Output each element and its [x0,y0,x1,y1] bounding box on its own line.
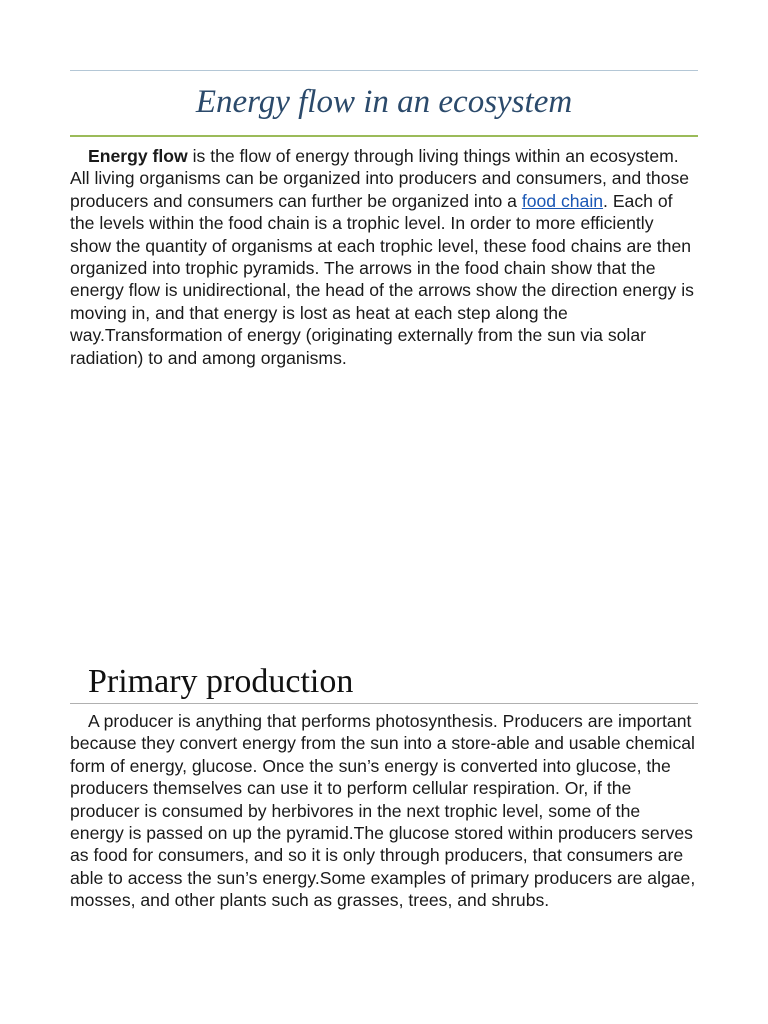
document-page [70,0,698,1024]
energy-flow-paragraph [70,145,698,369]
top-divider [70,70,698,71]
primary-production-paragraph [70,710,698,912]
primary-production-text: A producer is anything that performs photosynthesis. Producers are important because they convert energy from the sun into a store-able and usable chemical form of energy, glucose. Once the sun’s energy is converted into glucose, the producers themselves can use it to perform cellular respiration. Or, if the producer is consumed by herbivores in the next trophic level, some of the energy is passed on up the pyramid.The glucose stored within producers serves as food for consumers, and so it is only through producers, that consumers are able to access the sun’s energy.Some examples of primary producers are algae, mosses, and other plants such as grasses, trees, and shrubs. [70,711,696,911]
section-heading-primary-production: Primary production [88,663,354,700]
title-underline [70,135,698,137]
paragraph-text-start: is the flow of energy through living things within an ecosystem. All living organisms can be organized into producers and consumers, and those producers and consumers can further be organized into a [70,146,690,211]
food-chain-link[interactable]: food chain [521,190,604,211]
section-divider [70,703,698,704]
paragraph-text-end: . Each of the levels within the food chain is a trophic level. In order to more efficiently show the quantity of organisms at each trophic level, these food chains are then organized into trophic pyramids. The arrows in the food chain show that the energy flow is unidirectional, the head of the arrows show the direction energy is moving in, and that energy is lost as heat at each step along the way.Transformation of energy (originating externally from the sun via solar radiation) to and among organisms. [70,190,694,368]
energy-flow-term: Energy flow [88,146,188,166]
document-title: Energy flow in an ecosystem [195,84,573,120]
